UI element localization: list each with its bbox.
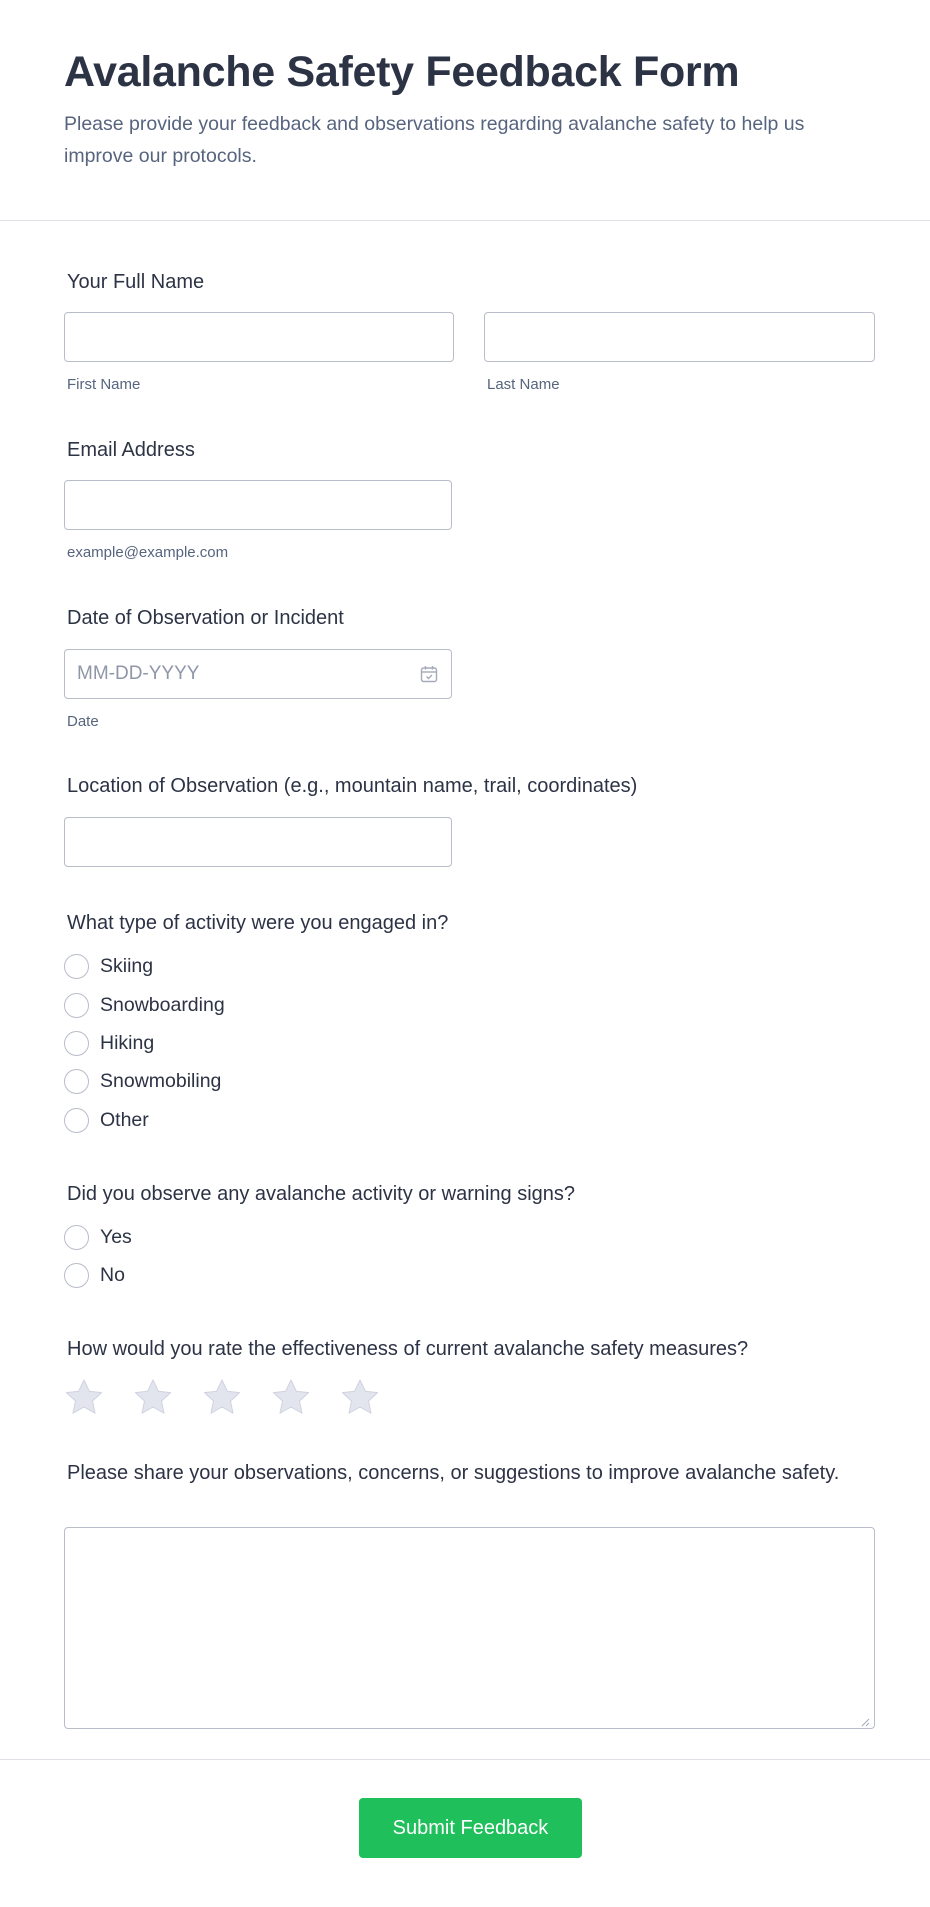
footer-divider bbox=[0, 1759, 930, 1760]
radio-button[interactable] bbox=[64, 1031, 89, 1056]
star-icon[interactable] bbox=[271, 1378, 311, 1418]
email-input[interactable] bbox=[64, 480, 452, 530]
email-label: Email Address bbox=[67, 439, 195, 461]
activity-option-snowmobiling[interactable] bbox=[64, 1068, 221, 1094]
radio-label: Skiing bbox=[100, 954, 154, 977]
submit-button[interactable]: Submit Feedback bbox=[359, 1798, 582, 1858]
date-sublabel: Date bbox=[67, 713, 99, 730]
first-name-sublabel: First Name bbox=[67, 376, 141, 393]
warning-option-no[interactable] bbox=[64, 1262, 125, 1288]
radio-button[interactable] bbox=[64, 1069, 89, 1094]
location-label: Location of Observation (e.g., mountain name, trail, coordinates) bbox=[67, 775, 638, 797]
activity-label: What type of activity were you engaged in? bbox=[67, 912, 449, 934]
radio-label: Other bbox=[100, 1108, 149, 1131]
last-name-input[interactable] bbox=[484, 312, 875, 362]
radio-button[interactable] bbox=[64, 954, 89, 979]
comments-textarea[interactable] bbox=[64, 1527, 875, 1729]
location-input[interactable] bbox=[64, 817, 452, 867]
warning-option-yes[interactable] bbox=[64, 1224, 132, 1250]
full-name-label: Your Full Name bbox=[67, 271, 205, 293]
resize-handle-icon[interactable] bbox=[860, 1714, 870, 1724]
comments-label: Please share your observations, concerns, or suggestions to improve avalanche safety. bbox=[67, 1462, 840, 1484]
activity-option-snowboarding[interactable] bbox=[64, 992, 225, 1018]
activity-option-skiing[interactable] bbox=[64, 953, 153, 979]
calendar-icon[interactable] bbox=[420, 665, 438, 683]
radio-label: Snowmobiling bbox=[100, 1069, 222, 1092]
star-icon[interactable] bbox=[202, 1378, 242, 1418]
date-label: Date of Observation or Incident bbox=[67, 607, 344, 629]
radio-label: No bbox=[100, 1263, 125, 1286]
rating-label: How would you rate the effectiveness of current avalanche safety measures? bbox=[67, 1338, 749, 1360]
star-icon[interactable] bbox=[340, 1378, 380, 1418]
email-sublabel: example@example.com bbox=[67, 544, 229, 561]
radio-label: Hiking bbox=[100, 1031, 155, 1054]
radio-label: Yes bbox=[100, 1225, 132, 1248]
radio-button[interactable] bbox=[64, 1108, 89, 1133]
form-description: Please provide your feedback and observations regarding avalanche safety to help us improve our protocols. bbox=[64, 113, 805, 167]
radio-label: Snowboarding bbox=[100, 993, 225, 1016]
first-name-input[interactable] bbox=[64, 312, 454, 362]
star-icon[interactable] bbox=[64, 1378, 104, 1418]
activity-option-other[interactable] bbox=[64, 1107, 149, 1133]
warning-signs-label: Did you observe any avalanche activity or warning signs? bbox=[67, 1183, 576, 1205]
last-name-sublabel: Last Name bbox=[487, 376, 560, 393]
form-title: Avalanche Safety Feedback Form bbox=[64, 48, 740, 96]
radio-button[interactable] bbox=[64, 1225, 89, 1250]
radio-button[interactable] bbox=[64, 1263, 89, 1288]
radio-button[interactable] bbox=[64, 993, 89, 1018]
activity-option-hiking[interactable] bbox=[64, 1030, 154, 1056]
date-input[interactable] bbox=[64, 649, 452, 699]
form-header bbox=[0, 0, 930, 221]
star-icon[interactable] bbox=[133, 1378, 173, 1418]
